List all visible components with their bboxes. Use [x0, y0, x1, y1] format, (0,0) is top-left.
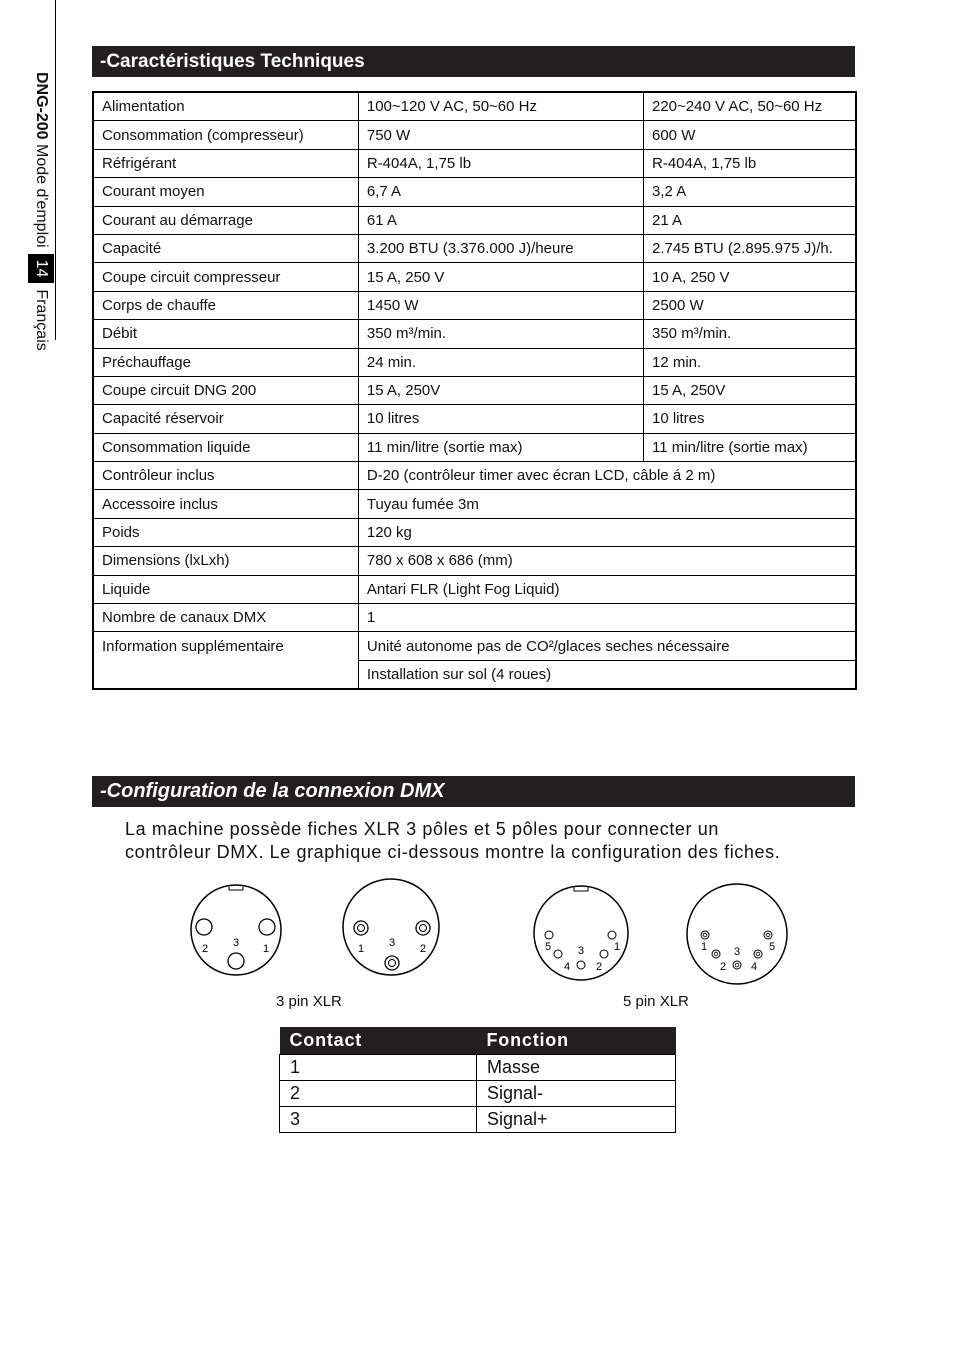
pin-label: 2	[419, 943, 427, 955]
spec-value-110v: 3.200 BTU (3.376.000 J)/heure	[358, 234, 643, 262]
spec-label: Débit	[93, 320, 358, 348]
spec-value-110v: 15 A, 250V	[358, 376, 643, 404]
table-row	[93, 291, 856, 319]
spec-value-110v: 11 min/litre (sortie max)	[358, 433, 643, 461]
spec-label: Capacité réservoir	[93, 405, 358, 433]
table-row	[93, 121, 856, 149]
specs-table	[92, 91, 857, 690]
spec-label: Contrôleur inclus	[93, 462, 358, 490]
table-row	[93, 405, 856, 433]
table-row	[93, 320, 856, 348]
spec-value: 120 kg	[358, 518, 856, 546]
table-row	[93, 234, 856, 262]
table-row	[280, 1081, 676, 1107]
spec-value-110v: R-404A, 1,75 lb	[358, 149, 643, 177]
spec-label: Alimentation	[93, 92, 358, 121]
contact-table-header	[280, 1027, 676, 1055]
spec-label: Poids	[93, 518, 358, 546]
spec-value-230v: 10 litres	[644, 405, 857, 433]
spec-value: 780 x 608 x 686 (mm)	[358, 547, 856, 575]
contact-table	[279, 1027, 676, 1133]
spec-value: 1	[358, 604, 856, 632]
table-row	[93, 575, 856, 603]
pin-label: 1	[613, 941, 621, 953]
dmx-intro	[125, 818, 885, 864]
spec-value-230v: 2.745 BTU (2.895.975 J)/h.	[644, 234, 857, 262]
pin-hole	[196, 919, 212, 935]
spec-value-230v: 220~240 V AC, 50~60 Hz	[644, 92, 857, 121]
pin-label: 5	[544, 941, 552, 953]
pin-label: 1	[262, 943, 270, 955]
pin-label: 3	[733, 946, 741, 958]
pin-label: 4	[563, 961, 571, 973]
table-row	[93, 462, 856, 490]
spec-value-110v: 100~120 V AC, 50~60 Hz	[358, 92, 643, 121]
spec-label: Capacité	[93, 234, 358, 262]
spec-value-110v: 1450 W	[358, 291, 643, 319]
pin-label: 3	[388, 937, 396, 949]
pin-label: 2	[595, 961, 603, 973]
spec-value-110v: 10 litres	[358, 405, 643, 433]
spec-value-230v: 10 A, 250 V	[644, 263, 857, 291]
spec-label: Coupe circuit DNG 200	[93, 376, 358, 404]
pin-label: 4	[750, 961, 758, 973]
header-function: Fonction	[477, 1027, 676, 1055]
pin-hole	[259, 919, 275, 935]
page-number: 14	[28, 254, 54, 284]
pin-label: 3	[577, 945, 585, 957]
dmx-intro-line-1: La machine possède fiches XLR 3 pôles et 5 pôles pour connecter un	[125, 819, 719, 839]
spec-value-110v: 15 A, 250 V	[358, 263, 643, 291]
pin-label: 1	[357, 943, 365, 955]
header-contact: Contact	[280, 1027, 477, 1055]
spec-label: Préchauffage	[93, 348, 358, 376]
spec-label: Liquide	[93, 575, 358, 603]
caption-5pin: 5 pin XLR	[623, 993, 689, 1010]
xlr-5pin-male-diagram	[687, 884, 787, 984]
contact-function: Masse	[477, 1055, 676, 1081]
table-row	[93, 92, 856, 121]
pin-label: 1	[700, 941, 708, 953]
contact-number: 3	[280, 1107, 477, 1133]
pin-hole	[228, 953, 244, 969]
spec-value: Installation sur sol (4 roues)	[358, 660, 856, 689]
spec-label: Information supplémentaire	[93, 632, 358, 689]
pin-label: 5	[768, 941, 776, 953]
table-row	[93, 604, 856, 632]
xlr-3pin-female-diagram	[191, 885, 281, 975]
side-tab-text	[28, 72, 54, 351]
spec-value: D-20 (contrôleur timer avec écran LCD, câble á 2 m)	[358, 462, 856, 490]
xlr-connector-diagrams	[0, 870, 954, 1000]
spec-value-230v: 12 min.	[644, 348, 857, 376]
contact-function: Signal-	[477, 1081, 676, 1107]
side-language: Français	[33, 289, 50, 351]
spec-value-230v: R-404A, 1,75 lb	[644, 149, 857, 177]
spec-value-230v: 600 W	[644, 121, 857, 149]
spec-value-230v: 21 A	[644, 206, 857, 234]
spec-value-230v: 350 m³/min.	[644, 320, 857, 348]
spec-label: Courant au démarrage	[93, 206, 358, 234]
table-row	[93, 178, 856, 206]
spec-label: Consommation (compresseur)	[93, 121, 358, 149]
table-row	[280, 1107, 676, 1133]
table-row	[93, 518, 856, 546]
table-row	[93, 149, 856, 177]
pin-label: 3	[232, 937, 240, 949]
xlr-5pin-female-diagram	[534, 886, 628, 980]
spec-label: Nombre de canaux DMX	[93, 604, 358, 632]
dmx-section-title: -Configuration de la connexion DMX	[92, 776, 855, 807]
contact-function: Signal+	[477, 1107, 676, 1133]
spec-value-230v: 15 A, 250V	[644, 376, 857, 404]
spec-value-110v: 24 min.	[358, 348, 643, 376]
spec-value: Antari FLR (Light Fog Liquid)	[358, 575, 856, 603]
table-row	[93, 376, 856, 404]
spec-value: Tuyau fumée 3m	[358, 490, 856, 518]
spec-label: Corps de chauffe	[93, 291, 358, 319]
caption-3pin: 3 pin XLR	[276, 993, 342, 1010]
table-row	[93, 547, 856, 575]
spec-label: Courant moyen	[93, 178, 358, 206]
spec-value-110v: 750 W	[358, 121, 643, 149]
specs-section-title: -Caractéristiques Techniques	[92, 46, 855, 77]
side-model: DNG-200	[33, 72, 50, 140]
spec-label: Consommation liquide	[93, 433, 358, 461]
spec-value: Unité autonome pas de CO²/glaces seches nécessaire	[358, 632, 856, 660]
xlr-3pin-male-diagram	[343, 879, 439, 975]
table-row	[280, 1055, 676, 1081]
spec-label: Coupe circuit compresseur	[93, 263, 358, 291]
table-row	[93, 632, 856, 660]
pin-label: 2	[719, 961, 727, 973]
contact-number: 1	[280, 1055, 477, 1081]
table-row	[93, 490, 856, 518]
side-tab	[30, 72, 56, 432]
side-manual: Mode d'emploi	[33, 144, 50, 248]
spec-value-230v: 3,2 A	[644, 178, 857, 206]
spec-label: Dimensions (lxLxh)	[93, 547, 358, 575]
spec-value-110v: 350 m³/min.	[358, 320, 643, 348]
spec-value-230v: 11 min/litre (sortie max)	[644, 433, 857, 461]
dmx-intro-line-2: contrôleur DMX. Le graphique ci-dessous montre la configuration des fiches.	[125, 842, 781, 862]
table-row	[93, 433, 856, 461]
spec-label: Accessoire inclus	[93, 490, 358, 518]
spec-value-110v: 6,7 A	[358, 178, 643, 206]
spec-value-110v: 61 A	[358, 206, 643, 234]
pin-label: 2	[201, 943, 209, 955]
table-row	[93, 263, 856, 291]
table-row	[93, 206, 856, 234]
contact-number: 2	[280, 1081, 477, 1107]
table-row	[93, 348, 856, 376]
spec-value-230v: 2500 W	[644, 291, 857, 319]
spec-label: Réfrigérant	[93, 149, 358, 177]
